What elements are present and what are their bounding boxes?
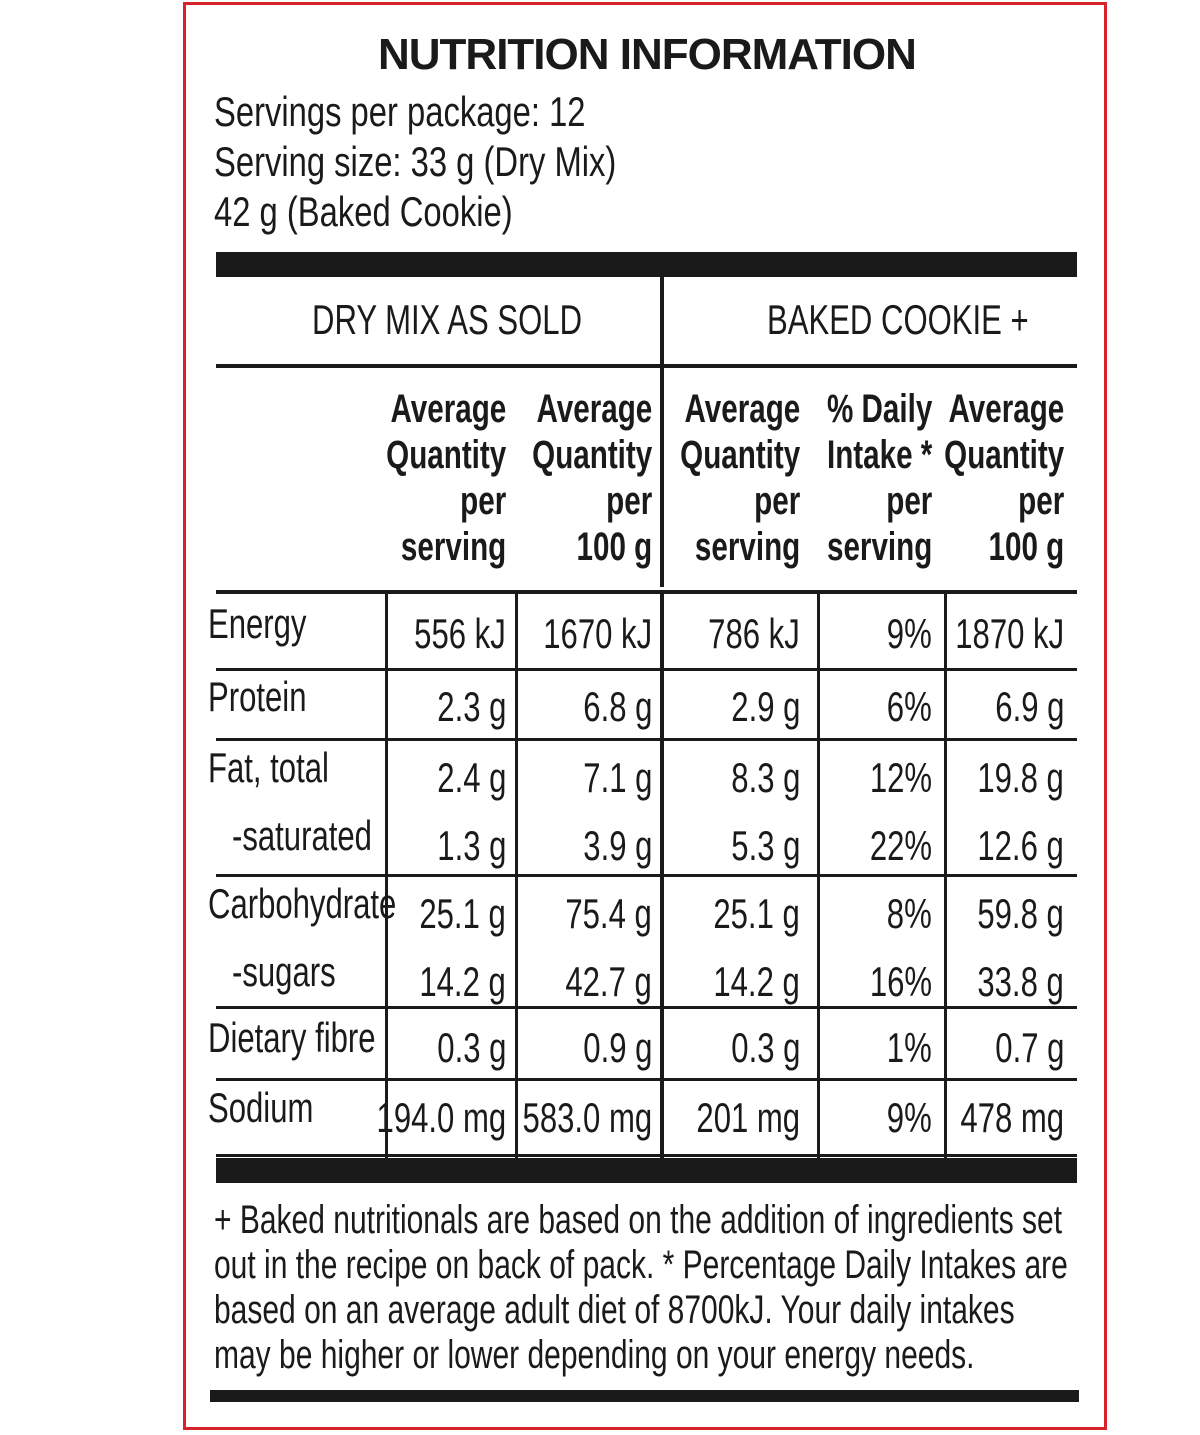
group-baked-cookie: BAKED COOKIE + [767, 296, 1029, 343]
table-cell: 0.7 g [994, 1024, 1064, 1071]
column-header-line: serving [694, 525, 800, 569]
group-header-rule [216, 364, 1077, 368]
table-cell: 42.7 g [565, 958, 652, 1005]
table-cell: 1% [887, 1024, 932, 1071]
table-cell: 2.3 g [436, 683, 506, 730]
column-header-line: per [459, 479, 506, 523]
table-cell: 9% [887, 610, 932, 657]
table-cell: 59.8 g [977, 890, 1064, 937]
table-cell: 6.8 g [582, 683, 652, 730]
group-dry-mix: DRY MIX AS SOLD [312, 296, 583, 343]
footnote-line: out in the recipe on back of pack. * Percentage Daily Intakes are [214, 1243, 1068, 1287]
row-label: -saturated [232, 812, 372, 859]
footer-rule [210, 1390, 1079, 1402]
row-label: Dietary fibre [208, 1014, 376, 1061]
table-cell: 1870 kJ [955, 610, 1064, 657]
table-cell: 6.9 g [994, 683, 1064, 730]
column-header-3 [680, 386, 800, 570]
column-header-line: Intake * [826, 433, 932, 477]
panel-title: NUTRITION INFORMATION [378, 30, 916, 79]
footnote-line: + Baked nutritionals are based on the addition of ingredients set [214, 1198, 1063, 1242]
row-rule [216, 668, 1077, 671]
bottom-rule [216, 1158, 1077, 1183]
table-cell: 7.1 g [582, 754, 652, 801]
table-cell: 3.9 g [582, 822, 652, 869]
column-header-line: Quantity [531, 433, 652, 477]
row-label: Protein [208, 673, 307, 720]
column-header-line: Quantity [385, 433, 506, 477]
column-header-line: % Daily [826, 387, 932, 431]
footnote-line: may be higher or lower depending on your energy needs. [214, 1333, 975, 1377]
column-header-line: Average [390, 387, 506, 431]
table-cell: 9% [887, 1094, 932, 1141]
column-header-line: per [605, 479, 652, 523]
row-label: Carbohydrate [208, 880, 397, 927]
table-cell: 12.6 g [977, 822, 1064, 869]
column-header-line: serving [826, 525, 932, 569]
table-cell: 0.9 g [582, 1024, 652, 1071]
table-cell: 12% [869, 754, 932, 801]
table-cell: 16% [869, 958, 932, 1005]
table-cell: 1670 kJ [543, 610, 652, 657]
table-cell: 0.3 g [436, 1024, 506, 1071]
table-cell: 1.3 g [436, 822, 506, 869]
group-divider [660, 277, 664, 587]
table-cell: 0.3 g [730, 1024, 800, 1071]
table-cell: 25.1 g [713, 890, 800, 937]
table-cell: 75.4 g [565, 890, 652, 937]
table-cell: 478 mg [960, 1094, 1064, 1141]
column-header-4 [827, 386, 932, 570]
table-cell: 5.3 g [730, 822, 800, 869]
column-header-line: Average [684, 387, 800, 431]
table-cell: 14.2 g [713, 958, 800, 1005]
column-header-line: serving [400, 525, 506, 569]
table-cell: 583.0 mg [522, 1094, 652, 1141]
table-cell: 14.2 g [419, 958, 506, 1005]
column-header-2 [532, 386, 652, 570]
table-cell: 8.3 g [730, 754, 800, 801]
table-cell: 2.4 g [436, 754, 506, 801]
serving-size-baked: 42 g (Baked Cookie) [214, 188, 513, 235]
column-header-line: 100 g [576, 525, 652, 569]
row-rule [216, 1078, 1077, 1081]
row-label: -sugars [232, 948, 336, 995]
column-header-line: per [753, 479, 800, 523]
column-header-line: per [885, 479, 932, 523]
table-cell: 6% [887, 683, 932, 730]
row-label: Energy [208, 600, 307, 647]
table-cell: 33.8 g [977, 958, 1064, 1005]
row-rule [216, 1154, 1077, 1157]
column-header-line: per [1017, 479, 1064, 523]
row-rule [216, 1006, 1077, 1009]
table-cell: 786 kJ [708, 610, 800, 657]
table-cell: 194.0 mg [376, 1094, 506, 1141]
row-label: Fat, total [208, 744, 329, 791]
column-header-1 [386, 386, 506, 570]
table-cell: 556 kJ [414, 610, 506, 657]
table-cell: 8% [887, 890, 932, 937]
column-header-line: 100 g [988, 525, 1064, 569]
row-label: Sodium [208, 1084, 314, 1131]
column-header-line: Average [948, 387, 1064, 431]
table-cell: 19.8 g [977, 754, 1064, 801]
column-header-line: Quantity [679, 433, 800, 477]
footnote-line: based on an average adult diet of 8700kJ. Your daily intakes [214, 1288, 1015, 1332]
row-rule [216, 738, 1077, 741]
servings-per-package: Servings per package: 12 [214, 88, 586, 135]
serving-size-dry: Serving size: 33 g (Dry Mix) [214, 138, 617, 185]
top-rule [216, 252, 1077, 277]
table-cell: 25.1 g [419, 890, 506, 937]
column-header-5 [944, 386, 1064, 570]
column-header-line: Quantity [943, 433, 1064, 477]
header-rule [216, 590, 1077, 594]
column-header-line: Average [536, 387, 652, 431]
table-cell: 22% [869, 822, 932, 869]
table-cell: 2.9 g [730, 683, 800, 730]
row-rule [216, 874, 1077, 877]
table-cell: 201 mg [696, 1094, 800, 1141]
